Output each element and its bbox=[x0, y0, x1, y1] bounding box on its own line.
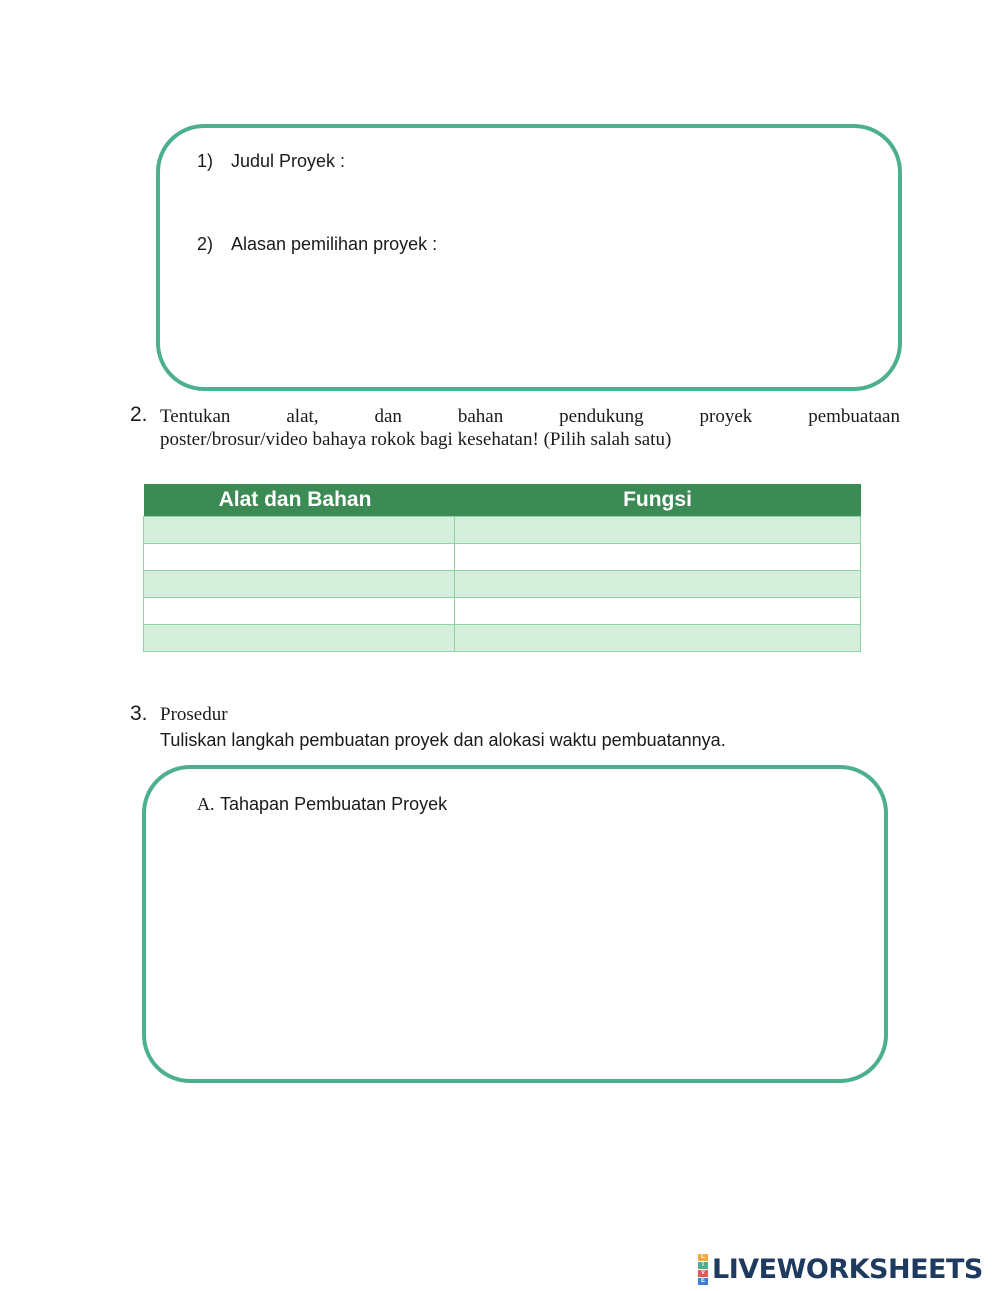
tool-cell[interactable] bbox=[144, 598, 455, 625]
project-title-label: Judul Proyek : bbox=[231, 151, 346, 171]
header-function: Fungsi bbox=[455, 484, 861, 517]
tools-materials-table bbox=[143, 484, 861, 652]
header-tools-materials: Alat dan Bahan bbox=[144, 484, 455, 517]
function-cell[interactable] bbox=[455, 598, 861, 625]
table-row bbox=[144, 598, 861, 625]
tool-cell[interactable] bbox=[144, 544, 455, 571]
table-row bbox=[144, 544, 861, 571]
section-a-letter: A. bbox=[197, 794, 215, 814]
logo-text: LIVEWORKSHEETS bbox=[712, 1254, 983, 1285]
project-steps-label: Tahapan Pembuatan Proyek bbox=[220, 794, 448, 814]
function-cell[interactable] bbox=[455, 625, 861, 652]
function-cell[interactable] bbox=[455, 517, 861, 544]
table-row bbox=[144, 571, 861, 598]
item-1-number: 1) bbox=[197, 151, 214, 171]
question-2-text-line-2: poster/brosur/video bahaya rokok bagi kesehatan! (Pilih salah satu) bbox=[160, 429, 672, 450]
table-row bbox=[144, 517, 861, 544]
table-row bbox=[144, 625, 861, 652]
logo-blocks-icon: L I V E bbox=[698, 1254, 708, 1285]
question-2-text-line-1: Tentukan alat, dan bahan pendukung proyek pembuataan bbox=[160, 406, 900, 427]
question-2-number: 2. bbox=[130, 403, 148, 426]
item-2-number: 2) bbox=[197, 234, 214, 254]
function-cell[interactable] bbox=[455, 544, 861, 571]
procedure-instruction: Tuliskan langkah pembuatan proyek dan alokasi waktu pembuatannya. bbox=[160, 730, 726, 750]
project-reason-label: Alasan pemilihan proyek : bbox=[231, 234, 438, 254]
liveworksheets-logo bbox=[698, 1254, 983, 1285]
tool-cell[interactable] bbox=[144, 571, 455, 598]
function-cell[interactable] bbox=[455, 571, 861, 598]
tool-cell[interactable] bbox=[144, 517, 455, 544]
question-3-number: 3. bbox=[130, 702, 148, 725]
procedure-title: Prosedur bbox=[160, 704, 228, 725]
tool-cell[interactable] bbox=[144, 625, 455, 652]
